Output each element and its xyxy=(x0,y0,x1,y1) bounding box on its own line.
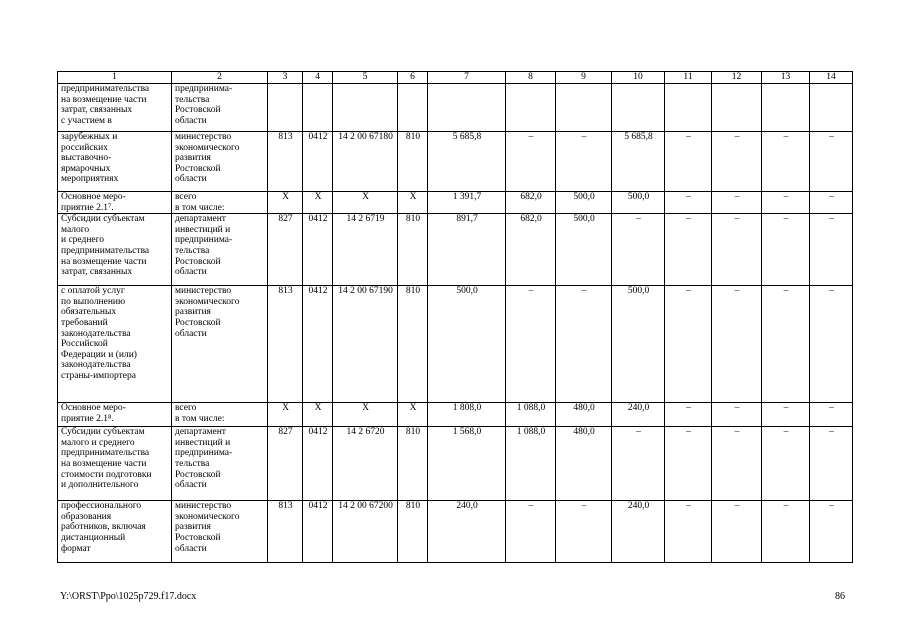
table-cell: 827 xyxy=(268,214,303,286)
table-row xyxy=(58,403,853,427)
table-cell: – xyxy=(665,286,712,403)
table-cell xyxy=(303,84,333,132)
table-row xyxy=(58,132,853,192)
column-header: 8 xyxy=(506,72,556,84)
table-cell: – xyxy=(556,132,612,192)
table-cell: 810 xyxy=(398,132,428,192)
table-cell: X xyxy=(303,192,333,214)
table-row xyxy=(58,214,853,286)
table-cell: Субсидии субъектам малого и среднего предпринимательства на возмещение части стоимости подготовки и дополнительного xyxy=(58,427,172,501)
table-cell: 5 685,8 xyxy=(428,132,506,192)
table-cell: – xyxy=(665,403,712,427)
table-cell: 500,0 xyxy=(428,286,506,403)
table-cell: X xyxy=(333,192,398,214)
table-cell: – xyxy=(665,192,712,214)
table-cell: департамент инвестиций и предпринима- тельства Ростовской области xyxy=(172,427,268,501)
column-number-row xyxy=(58,72,853,84)
table-cell: – xyxy=(506,286,556,403)
table-cell: всего в том числе: xyxy=(172,192,268,214)
page-number: 86 xyxy=(835,591,845,602)
table-cell: – xyxy=(665,132,712,192)
table-cell: – xyxy=(810,214,853,286)
table-cell: 682,0 xyxy=(506,192,556,214)
table-cell xyxy=(556,84,612,132)
table-cell: – xyxy=(712,214,762,286)
table-cell: – xyxy=(762,427,810,501)
table-cell: 0412 xyxy=(303,132,333,192)
table-cell: 891,7 xyxy=(428,214,506,286)
table-cell: профессионального образования работников, включая дистанционный формат xyxy=(58,501,172,563)
table-cell: 1 391,7 xyxy=(428,192,506,214)
table-cell: 14 2 00 67180 xyxy=(333,132,398,192)
table-cell: 500,0 xyxy=(612,286,665,403)
table-cell: 813 xyxy=(268,286,303,403)
table-cell: 0412 xyxy=(303,501,333,563)
table-cell: 813 xyxy=(268,501,303,563)
table-cell: – xyxy=(762,132,810,192)
table-cell: 14 2 00 67200 xyxy=(333,501,398,563)
table-cell: – xyxy=(762,214,810,286)
table-cell: – xyxy=(506,132,556,192)
table-cell: – xyxy=(665,427,712,501)
table-cell: – xyxy=(762,192,810,214)
column-header: 6 xyxy=(398,72,428,84)
table-cell: всего в том числе: xyxy=(172,403,268,427)
table-cell xyxy=(428,84,506,132)
table-cell: Субсидии субъектам малого и среднего предпринимательства на возмещение части затрат, связанных xyxy=(58,214,172,286)
table-cell: – xyxy=(712,427,762,501)
table-cell: зарубежных и российских выставочно- ярмарочных мероприятиях xyxy=(58,132,172,192)
table-cell: X xyxy=(398,192,428,214)
table-cell: 480,0 xyxy=(556,427,612,501)
table-cell xyxy=(612,84,665,132)
column-header: 1 xyxy=(58,72,172,84)
table-cell: – xyxy=(810,192,853,214)
column-header: 12 xyxy=(712,72,762,84)
table-cell: 810 xyxy=(398,286,428,403)
table-cell: министерство экономического развития Ростовской области xyxy=(172,501,268,563)
table-cell: 810 xyxy=(398,427,428,501)
table-cell: 827 xyxy=(268,427,303,501)
table-cell: с оплатой услуг по выполнению обязательных требований законодательства Российской Федерации и (или) законодательства страны-импортера xyxy=(58,286,172,403)
column-header: 3 xyxy=(268,72,303,84)
table-row xyxy=(58,427,853,501)
table-cell: предпринимательства на возмещение части затрат, связанных с участием в xyxy=(58,84,172,132)
table-cell: – xyxy=(665,214,712,286)
table-cell: X xyxy=(268,403,303,427)
table-cell: 14 2 6720 xyxy=(333,427,398,501)
table-cell xyxy=(333,84,398,132)
table-cell: – xyxy=(712,286,762,403)
table-cell: Основное меро- приятие 2.1⁷. xyxy=(58,192,172,214)
table-cell: 0412 xyxy=(303,214,333,286)
table-cell: 1 088,0 xyxy=(506,403,556,427)
table-cell: – xyxy=(556,501,612,563)
column-header: 10 xyxy=(612,72,665,84)
table-cell: – xyxy=(506,501,556,563)
table-cell: – xyxy=(612,214,665,286)
table-cell: 1 088,0 xyxy=(506,427,556,501)
table-cell xyxy=(268,84,303,132)
table-cell: X xyxy=(398,403,428,427)
column-header: 5 xyxy=(333,72,398,84)
table-cell: 5 685,8 xyxy=(612,132,665,192)
file-path-footer: Y:\ORST\Ppo\1025p729.f17.docx xyxy=(60,591,197,602)
column-header: 4 xyxy=(303,72,333,84)
table-cell: 810 xyxy=(398,214,428,286)
table-cell: 0412 xyxy=(303,427,333,501)
table-body xyxy=(58,84,853,563)
table-cell xyxy=(665,84,712,132)
table-cell: 1 808,0 xyxy=(428,403,506,427)
column-header: 2 xyxy=(172,72,268,84)
table-cell: X xyxy=(303,403,333,427)
table-row xyxy=(58,84,853,132)
table-row xyxy=(58,192,853,214)
column-header: 11 xyxy=(665,72,712,84)
table-cell: 240,0 xyxy=(428,501,506,563)
table-row xyxy=(58,286,853,403)
table-cell: предпринима- тельства Ростовской области xyxy=(172,84,268,132)
column-header: 7 xyxy=(428,72,506,84)
column-header: 9 xyxy=(556,72,612,84)
table-cell: X xyxy=(268,192,303,214)
table-cell: – xyxy=(810,132,853,192)
table-cell: – xyxy=(712,132,762,192)
table-cell: 500,0 xyxy=(556,214,612,286)
table-cell: – xyxy=(810,286,853,403)
table-cell: 240,0 xyxy=(612,501,665,563)
table-cell: 480,0 xyxy=(556,403,612,427)
table-cell: – xyxy=(612,427,665,501)
table-cell: – xyxy=(712,403,762,427)
table-row xyxy=(58,501,853,563)
table-cell xyxy=(762,84,810,132)
column-header: 14 xyxy=(810,72,853,84)
table-cell: – xyxy=(556,286,612,403)
table-cell xyxy=(810,84,853,132)
table-cell: 0412 xyxy=(303,286,333,403)
table-cell: – xyxy=(762,501,810,563)
table-cell xyxy=(506,84,556,132)
table-cell: Основное меро- приятие 2.1⁸. xyxy=(58,403,172,427)
table-cell xyxy=(712,84,762,132)
table-cell: 14 2 6719 xyxy=(333,214,398,286)
table-cell: 14 2 00 67190 xyxy=(333,286,398,403)
table-cell xyxy=(398,84,428,132)
table-cell: 682,0 xyxy=(506,214,556,286)
table-cell: – xyxy=(665,501,712,563)
budget-table xyxy=(57,71,853,563)
table-cell: министерство экономического развития Ростовской области xyxy=(172,286,268,403)
table-cell: министерство экономического развития Ростовской области xyxy=(172,132,268,192)
table-cell: департамент инвестиций и предпринима- тельства Ростовской области xyxy=(172,214,268,286)
table-cell: 500,0 xyxy=(612,192,665,214)
table-cell: 813 xyxy=(268,132,303,192)
table-cell: – xyxy=(810,403,853,427)
table-cell: – xyxy=(810,501,853,563)
table-cell: – xyxy=(712,501,762,563)
table-cell: 1 568,0 xyxy=(428,427,506,501)
table-cell: X xyxy=(333,403,398,427)
table-cell: 240,0 xyxy=(612,403,665,427)
column-header: 13 xyxy=(762,72,810,84)
table-cell: – xyxy=(762,403,810,427)
table-cell: 810 xyxy=(398,501,428,563)
table-cell: 500,0 xyxy=(556,192,612,214)
table-cell: – xyxy=(762,286,810,403)
table-cell: – xyxy=(712,192,762,214)
table-cell: – xyxy=(810,427,853,501)
